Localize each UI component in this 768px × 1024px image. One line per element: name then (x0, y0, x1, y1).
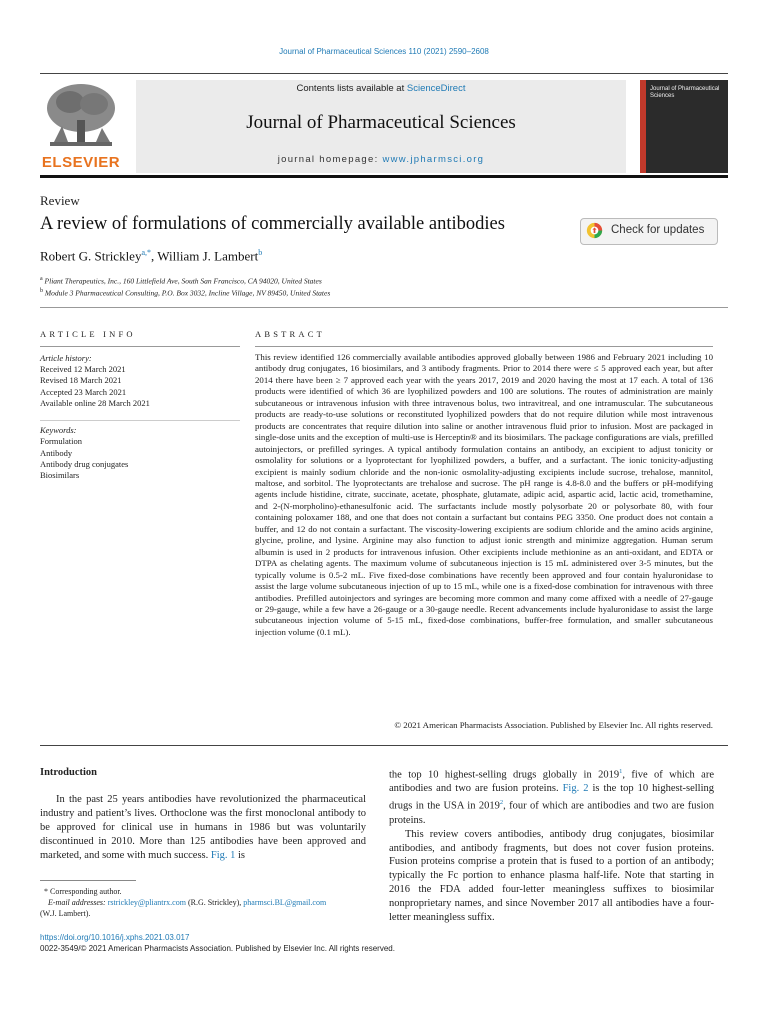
keyword-item: Biosimilars (40, 470, 80, 481)
affiliation-a-text: Pliant Therapeutics, Inc., 160 Littlefield Ave, South San Francisco, CA 94020, United States (44, 276, 322, 286)
figure-2-link[interactable]: Fig. 2 (562, 783, 589, 795)
homepage-prefix: journal homepage: (277, 154, 383, 165)
received-date: Received 12 March 2021 (40, 364, 126, 375)
author-lambert-affil[interactable]: b (258, 248, 263, 257)
affiliation-a (40, 276, 322, 286)
corresponding-author-note (40, 886, 370, 897)
intro-p2-text-c: is the top 10 highest-selling drugs in the USA in 2019 (389, 783, 715, 812)
abstract-text: This review identified 126 commercially available antibodies approved globally between 1986 and February 2021 including 10 antibody drug conjugates, 16 biosimilars, and 3 antibody fragments. Prior to 2014 there were ≤ 5 approved each year, but after 2014 there have been ≥ 7 approved each year with the years 2017, 2019 and 2020 having the most at 17 each. A total of 136 products were identified of which 36 are lyophilized powders and 100 are solutions. The routes of administration are mainly subcutaneous or intravenous infusion with three intravenous bolus, two intravitreal, and one intramuscular. The subcutaneous products are ready-to-use solutions or reconstituted lyophilized powders that do not require dilution while most intravenous products are concentrates that require dilution into saline or another intravenous fluid prior to infusion. Most are packaged in single-dose units and the exception of multi-use is Herceptin® and its biosimilars. The package configurations are vials, prefilled autoinjectors, or prefilled syringes. A typical antibody formulation contains an antibody, an excipient to adjust tonicity or osmolality for solutions or a lyoprotectant for lyophilized powders, a buffer, and a surfactant. The ionic tonicity-adjusting excipient is mainly sodium chloride and the non-ionic osmolality-adjusting excipients include sucrose, trehalose, mannitol, maltose, and sorbitol. The lyoprotectants are trehalose and sucrose. The pH range is 4.8-8.0 and the buffers or pH-modifying agents include histidine, citrate, succinate, acetate, phosphate, glutamate, adipic acid, aspartic acid, lactic acid, tromethamine, and 2-(N-morpholino)-ethanesulfonic acid. The surfactants include mostly polysorbate 20 or polysorbate 80, with four containing poloxamer 188, and one that does not contain a surfactant but contains PEG 3350. One product does not contain a buffer, and 12 do not contain a surfactant. The viscosity-lowering excipients are sodium chloride and the amino acids arginine, glycine, proline, and lysine. Arginine may also function to adjust ionic strength and minimize aggregation. Human serum albumin is used in 2 products for intravenous infusion. Other excipients include methionine as an anti-oxidant, and EDTA or DTPA as chelating agents. The maximum volume of subcutaneous injection is 15 mL administered over 3-5 minutes, but the typically volume is 0.5-2 mL. Five fixed-dose combinations have recently been approved and four contain hyaluronidase to assist the large volume subcutaneous injection of up to 15 mL, while one is a fixed-dose combination for intravenous with three antibodies. Prefilled autoinjectors and syringes are becoming more common and many come affixed with a needle of 27-gauge or 29-gauge, while a few have a 26-gauge or a 30-gauge needle. Recent advancements include hyaluronidase to assist the large subcutaneous injection volume of 5-15 mL, fixed-dose combinations, buffer-free formulation, and smaller subcutaneous injection volume (0.1 mL). (255, 352, 713, 637)
keyword-item: Antibody (40, 447, 73, 458)
masthead-bottom-rule (40, 175, 728, 178)
email-lambert-owner: (W.J. Lambert). (40, 909, 91, 918)
revised-date: Revised 18 March 2021 (40, 375, 122, 386)
author-strickley[interactable]: Robert G. Strickley (40, 248, 142, 264)
author-strickley-affil[interactable]: a,* (141, 248, 152, 257)
article-title: A review of formulations of commercially available antibodies (40, 214, 505, 234)
intro-paragraph-3: This review covers antibodies, antibody drug conjugates, biosimilar antibodies, and antibody fragments, but does not cover fusion proteins. Fusion proteins comprise a protein that is fused to a portion of an antibody; typically the Fc portion to enhance plasma half-life. Note that starting in 2016 the FDA added four-letter meaningless suffixes to biosimilar nonproprietary names, and since November 2017 all antibodies have a four-letter meaningless suffix. (389, 828, 714, 924)
sciencedirect-link[interactable]: ScienceDirect (406, 83, 466, 94)
masthead-top-rule (40, 73, 728, 74)
keyword-item: Formulation (40, 436, 83, 447)
keyword-item: Antibody drug conjugates (40, 458, 129, 469)
intro-paragraph-1 (40, 793, 366, 863)
footnote (40, 886, 370, 919)
affiliation-a-mark: a (40, 276, 43, 282)
article-history (40, 353, 240, 409)
affiliation-b (40, 288, 330, 298)
body-column-left (40, 793, 366, 863)
keywords-label: Keywords: (40, 425, 77, 435)
running-head: Journal of Pharmaceutical Sciences 110 (2021) 2590–2608 (279, 47, 489, 56)
abstract-heading: ABSTRACT (255, 329, 325, 339)
corresponding-author-label: Corresponding author. (50, 887, 122, 896)
email-addresses (40, 897, 370, 908)
doi-link[interactable]: https://doi.org/10.1016/j.xphs.2021.03.017 (40, 933, 190, 942)
accepted-date: Accepted 23 March 2021 (40, 386, 127, 397)
divider-rule (40, 307, 728, 308)
homepage-line (136, 154, 626, 165)
contents-prefix: Contents lists available at (296, 83, 407, 94)
intro-p1-text: In the past 25 years antibodies have revolutionized the pharmaceutical industry and patient’s lives. Orthoclone was the first monoclonal antibody to be approved for clinical use in humans in 1986 but was voluntarily discontinued in 2010. More than 125 antibodies have been approved and marketed, and some with much success. (40, 794, 366, 861)
keywords-block (40, 425, 240, 481)
footnote-rule (40, 880, 136, 881)
elsevier-logo-text: ELSEVIER (41, 154, 121, 171)
intro-p2-text-a: the top 10 highest-selling drugs globally in 2019 (389, 769, 620, 781)
article-info-rule (40, 346, 240, 347)
article-type: Review (40, 193, 80, 208)
keywords-rule (40, 420, 240, 421)
email-strickley-link[interactable]: rstrickley@pliantrx.com (107, 898, 186, 907)
figure-1-link[interactable]: Fig. 1 (210, 849, 236, 861)
issn-copyright: 0022-3549/© 2021 American Pharmacists Association. Published by Elsevier Inc. All rights reserved. (40, 944, 395, 953)
homepage-link[interactable]: www.jpharmsci.org (382, 154, 485, 165)
body-divider-rule (40, 745, 728, 746)
intro-paragraph-2 (389, 765, 714, 828)
author-separator: , (151, 248, 158, 264)
abstract-rule (255, 346, 713, 347)
intro-p2-text-b: , five of which are antibodies and two are fusion proteins. (389, 769, 714, 795)
email-label: E-mail addresses: (48, 898, 106, 907)
online-date: Available online 28 March 2021 (40, 397, 150, 408)
body-column-right (389, 765, 714, 925)
history-label: Article history: (40, 353, 92, 363)
footnote-star: * (44, 887, 48, 896)
article-info-heading: ARTICLE INFO (40, 329, 136, 339)
affiliation-b-mark: b (40, 288, 43, 294)
check-updates-icon (586, 222, 603, 239)
journal-title: Journal of Pharmaceutical Sciences (246, 112, 516, 133)
intro-p1-end: is (235, 849, 246, 861)
email-lambert-link[interactable]: pharmsci.BL@gmail.com (243, 898, 327, 907)
contents-line (136, 83, 626, 94)
journal-cover-stripe (640, 80, 646, 173)
reference-1-link[interactable]: 1 (619, 768, 623, 775)
affiliation-b-text: Module 3 Pharmaceutical Consulting, P.O. Box 3032, Incline Village, NV 89450, United States (44, 288, 331, 298)
journal-cover-title: Journal of Pharmaceutical Sciences (650, 86, 720, 99)
author-list (40, 248, 262, 264)
introduction-heading: Introduction (40, 767, 97, 778)
author-lambert[interactable]: William J. Lambert (157, 248, 259, 264)
abstract-copyright: © 2021 American Pharmacists Association. Published by Elsevier Inc. All rights reserved. (394, 720, 713, 730)
reference-2-link[interactable]: 2 (499, 799, 504, 807)
intro-p2-text-d: , four of which are antibodies and two are fusion proteins. (389, 800, 715, 826)
check-updates-label[interactable]: Check for updates (611, 224, 705, 236)
email-strickley-owner: (R.G. Strickley), (187, 898, 242, 907)
